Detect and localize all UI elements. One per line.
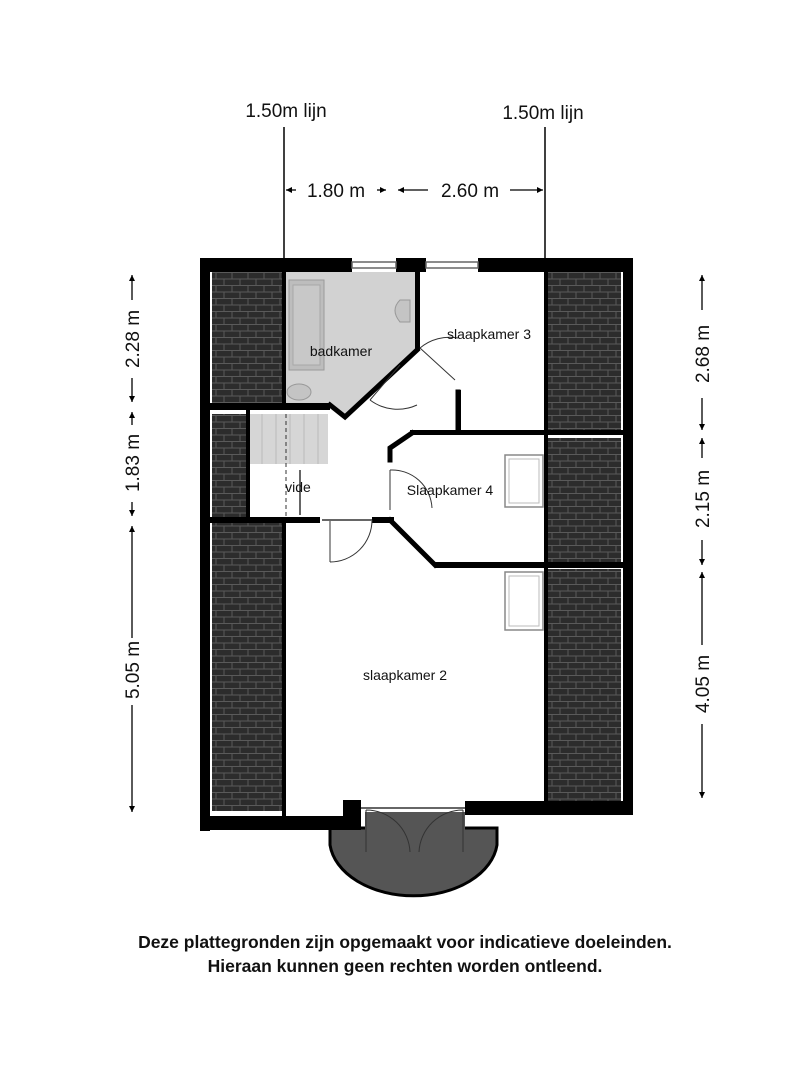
line-label-right: 1.50m lijn (502, 103, 584, 124)
roof-tiles-mid-left (212, 414, 248, 518)
room-label-badkamer: badkamer (309, 343, 373, 359)
room-label-slaapkamer-4: Slaapkamer 4 (406, 482, 494, 498)
balcony (330, 828, 497, 896)
roof-tiles-top-right (546, 272, 621, 430)
dim-left-2: 1.83 m (123, 433, 144, 493)
disclaimer-line-1: Deze plattegronden zijn opgemaakt voor indicatieve doeleinden. (138, 932, 672, 952)
roof-tiles-top-left (212, 272, 282, 406)
room-label-slaapkamer-3: slaapkamer 3 (446, 326, 532, 342)
room-label-slaapkamer-2: slaapkamer 2 (362, 667, 448, 683)
roof-tiles-bottom-right (546, 569, 621, 811)
dormer-window-slaapkamer-2 (505, 572, 543, 630)
dim-right-2: 2.15 m (693, 469, 714, 529)
dim-right-1: 2.68 m (693, 324, 714, 384)
toilet-icon (287, 384, 311, 400)
dim-left-3: 5.05 m (123, 640, 144, 700)
room-label-vide: vide (285, 479, 311, 495)
dim-top-right: 2.60 m (440, 181, 500, 202)
line-label-left: 1.50m lijn (245, 101, 327, 122)
dim-right-3: 4.05 m (693, 654, 714, 714)
staircase (248, 414, 328, 520)
disclaimer-line-2: Hieraan kunnen geen rechten worden ontleend. (207, 956, 603, 976)
dormer-window-slaapkamer-4 (505, 455, 543, 507)
dim-left-1: 2.28 m (123, 309, 144, 369)
roof-tiles-mid-right (546, 438, 621, 562)
sink-icon (395, 300, 410, 322)
dim-top-left: 1.80 m (306, 181, 366, 202)
roof-tiles-bottom-left (212, 523, 284, 811)
